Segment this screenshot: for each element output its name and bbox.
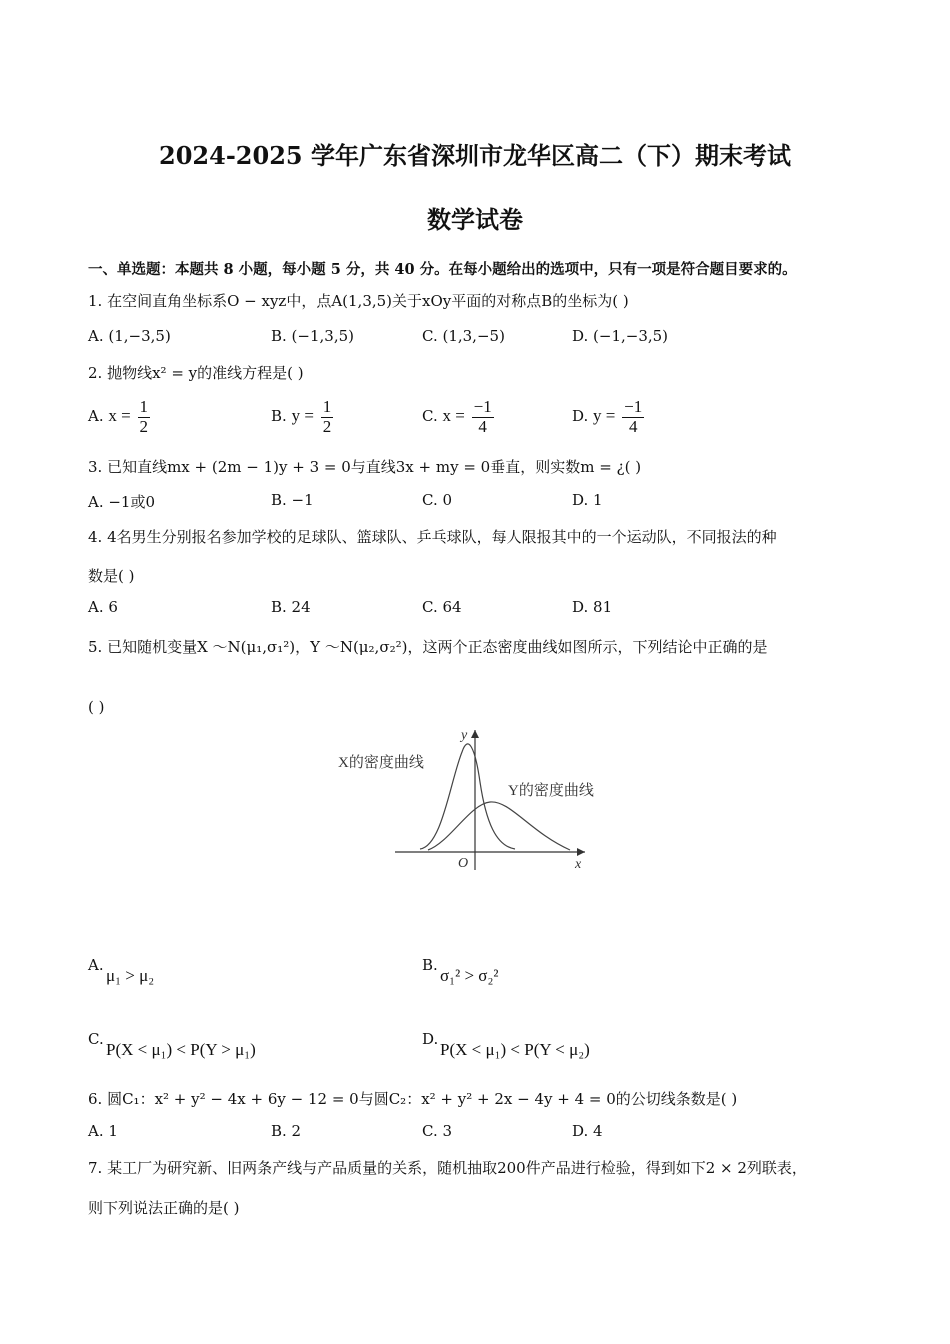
y-axis-label: y bbox=[461, 728, 468, 743]
question-6-option-a: A. 1 bbox=[88, 1122, 118, 1140]
y-curve-label: Y的密度曲线 bbox=[508, 783, 594, 799]
exam-title: 2024-2025 学年广东省深圳市龙华区高二（下）期末考试 bbox=[159, 141, 791, 170]
question-2-option-d bbox=[572, 398, 646, 436]
question-6-option-d: D. 4 bbox=[572, 1122, 603, 1140]
question-6-option-c: C. 3 bbox=[422, 1122, 453, 1140]
option-lhs: x = bbox=[442, 406, 465, 426]
x-axis-label: x bbox=[575, 857, 582, 872]
option-lhs: y = bbox=[291, 406, 314, 426]
fraction-numerator: 1 bbox=[322, 397, 332, 416]
fraction-numerator: −1 bbox=[624, 397, 643, 416]
question-5-option-d: P(X < μ₁) < P(Y < μ₂) bbox=[440, 1040, 590, 1059]
y-axis-arrow bbox=[471, 730, 479, 738]
section-heading: 一、单选题：本题共 8 小题，每小题 5 分，共 40 分。在每小题给出的选项中，只有一项是符合题目要求的。 bbox=[88, 261, 797, 278]
fraction-numerator: −1 bbox=[473, 397, 492, 416]
x-axis-arrow bbox=[577, 848, 585, 856]
fraction-denominator: 4 bbox=[628, 416, 638, 436]
normal-density-figure bbox=[330, 722, 620, 872]
question-5-option-a: μ₁ > μ₂ bbox=[106, 966, 155, 985]
question-4-option-c: C. 64 bbox=[422, 598, 462, 616]
question-2-option-b bbox=[271, 398, 335, 436]
question-7-stem: 7. 某工厂为研究新、旧两条产线与产品质量的关系，随机抽取200件产品进行检验，得到如下2 × 2列联表， bbox=[88, 1159, 807, 1177]
question-6-option-b: B. 2 bbox=[271, 1122, 302, 1140]
question-4-stem: 4. 4名男生分别报名参加学校的足球队、篮球队、乒乓球队，每人限报其中的一个运动队，不同报法的种 bbox=[88, 528, 777, 546]
question-3-stem: 3. 已知直线mx + (2m − 1)y + 3 = 0与直线3x + my = 0垂直，则实数m = ¿( ) bbox=[88, 458, 642, 476]
option-letter: D. bbox=[572, 407, 589, 426]
question-5-option-b: σ₁² > σ₂² bbox=[440, 966, 499, 985]
origin-label: O bbox=[458, 856, 469, 871]
fraction-denominator: 4 bbox=[478, 416, 487, 436]
question-4-option-b: B. 24 bbox=[271, 598, 311, 616]
question-1-option-a: A. (1,−3,5) bbox=[88, 327, 171, 345]
option-lhs: x = bbox=[108, 406, 131, 426]
exam-subtitle: 数学试卷 bbox=[427, 205, 523, 234]
x-density-curve bbox=[420, 744, 515, 849]
question-4-option-a: A. 6 bbox=[88, 598, 118, 616]
x-curve-label: X的密度曲线 bbox=[338, 755, 424, 771]
question-3-option-b: B. −1 bbox=[271, 491, 314, 509]
question-1-option-c: C. (1,3,−5) bbox=[422, 327, 505, 345]
fraction-denominator: 2 bbox=[139, 416, 149, 436]
question-1-option-b: B. (−1,3,5) bbox=[271, 327, 354, 345]
question-3-option-c: C. 0 bbox=[422, 491, 453, 509]
question-5-option-b-letter: B. bbox=[422, 956, 438, 974]
question-5-stem: 5. 已知随机变量X ～N(μ₁,σ₁²)，Y ～N(μ₂,σ₂²)，这两个正态密度曲线如图所示，下列结论中正确的是 bbox=[88, 638, 768, 656]
question-2-stem: 2. 抛物线x² = y的准线方程是( ) bbox=[88, 364, 304, 382]
question-3-option-d: D. 1 bbox=[572, 491, 603, 509]
question-2-option-c bbox=[422, 398, 496, 436]
question-1-option-d: D. (−1,−3,5) bbox=[572, 327, 669, 345]
question-5-stem-cont: ( ) bbox=[88, 698, 105, 716]
question-4-option-d: D. 81 bbox=[572, 598, 613, 616]
question-5-option-c-letter: C. bbox=[88, 1030, 104, 1048]
question-7-stem-cont: 则下列说法正确的是( ) bbox=[88, 1199, 240, 1217]
fraction-numerator: 1 bbox=[139, 397, 149, 416]
option-letter: A. bbox=[88, 407, 104, 426]
option-lhs: y = bbox=[593, 406, 616, 426]
fraction-denominator: 2 bbox=[322, 416, 332, 436]
question-5-option-d-letter: D. bbox=[422, 1030, 439, 1048]
question-2-option-a bbox=[88, 398, 152, 436]
y-density-curve bbox=[428, 802, 570, 850]
question-4-stem-cont: 数是( ) bbox=[88, 567, 135, 585]
option-letter: B. bbox=[271, 407, 287, 426]
option-letter: C. bbox=[422, 407, 438, 426]
question-5-option-c: P(X < μ₁) < P(Y > μ₁) bbox=[106, 1040, 256, 1059]
question-1-stem: 1. 在空间直角坐标系O − xyz中，点A(1,3,5)关于xOy平面的对称点B的坐标为( ) bbox=[88, 292, 629, 310]
question-6-stem: 6. 圆C₁：x² + y² − 4x + 6y − 12 = 0与圆C₂：x² + y² + 2x − 4y + 4 = 0的公切线条数是( ) bbox=[88, 1090, 738, 1108]
question-3-option-a: A. −1或0 bbox=[88, 493, 156, 511]
question-5-option-a-letter: A. bbox=[88, 956, 104, 974]
